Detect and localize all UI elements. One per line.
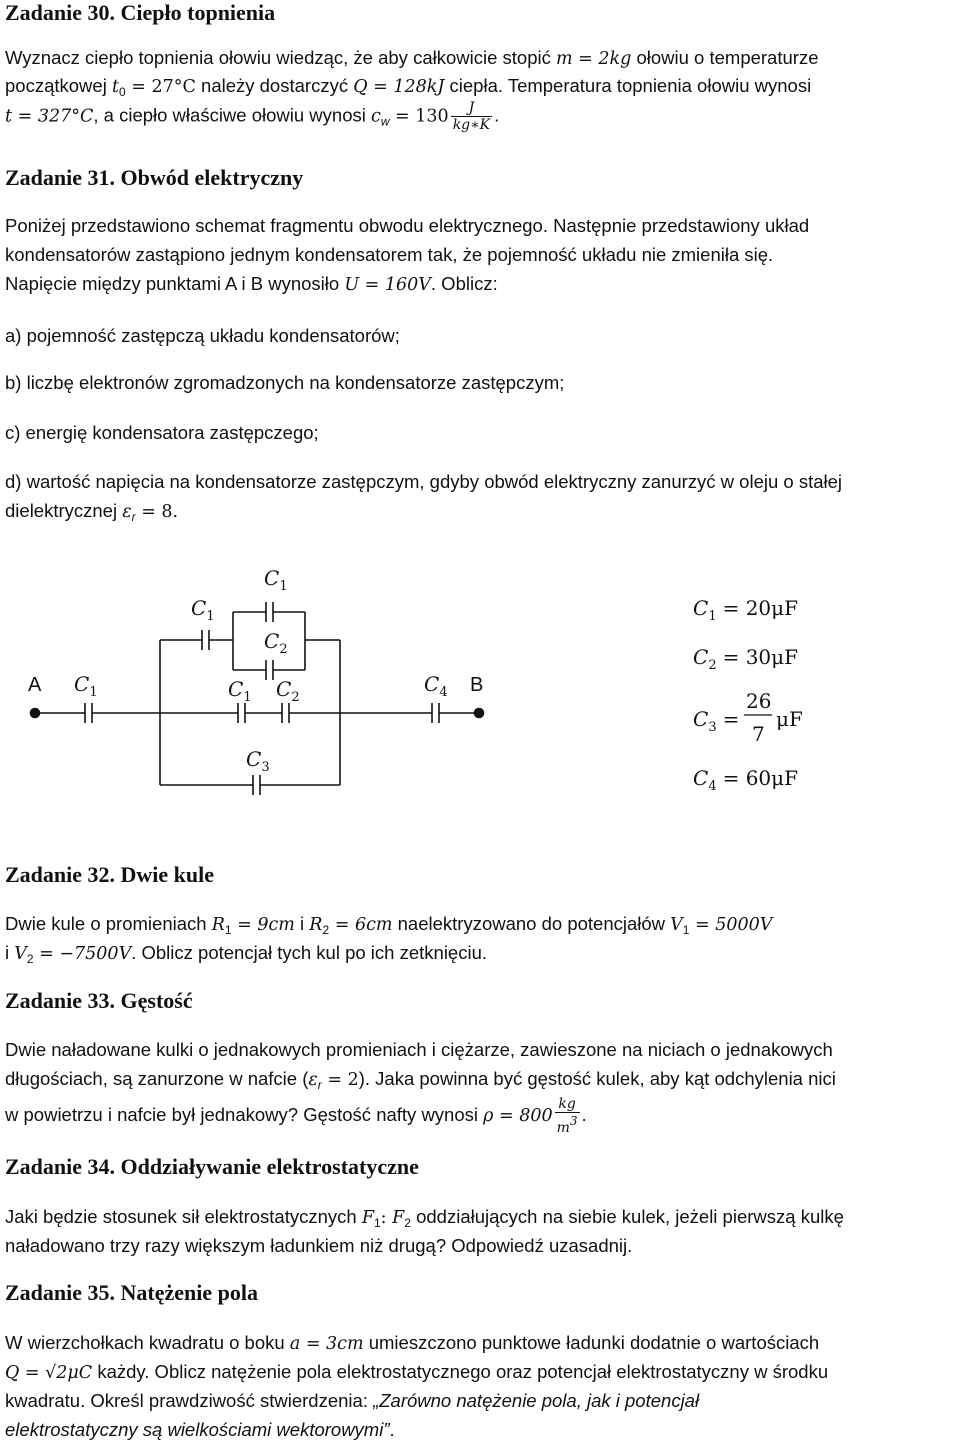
- label-c1-series: $C_1$: [74, 672, 98, 700]
- value-c3: $C_3$ =: [693, 707, 740, 735]
- label-c1-middle: $C_1$: [228, 677, 252, 705]
- task-31-line-3: Napięcie między punktami A i B wynosiło U = 160V. Oblicz:: [5, 273, 498, 295]
- terminal-a-dot: [31, 709, 40, 718]
- task-34-heading: Zadanie 34. Oddziaływanie elektrostatyczne: [5, 1154, 419, 1179]
- task-31-item-c: c) energię kondensatora zastępczego;: [5, 422, 319, 443]
- task-32-line-2: i $V_2 = -7500V$. Oblicz potencjał tych kul po ich zetknięciu.: [5, 942, 488, 966]
- value-c3-denominator: 7: [752, 722, 765, 746]
- task-35-line-4: elektrostatyczny są wielkościami wektorowymi”.: [5, 1419, 395, 1440]
- task-31-item-d-line-1: d) wartość napięcia na kondensatorze zastępczym, gdyby obwód elektryczny zanurzyć w oleju o stałej: [5, 471, 843, 492]
- task-34-line-1: Jaki będzie stosunek sił elektrostatycznych $F_1$: $F_2$ oddziałujących na siebie kulek, jeżeli pierwszą kulkę: [5, 1206, 844, 1230]
- label-c1-top: $C_1$: [191, 596, 215, 624]
- task-31-item-d-line-2: dielektrycznej $\varepsilon_r = 8$.: [5, 500, 179, 524]
- label-c4: $C_4$: [424, 672, 448, 700]
- task-30-heading: Zadanie 30. Ciepło topnienia: [5, 0, 276, 25]
- task-33-line-1: Dwie naładowane kulki o jednakowych promieniach i ciężarze, zawieszone na niciach o jednakowych: [5, 1039, 833, 1060]
- label-c2-middle: $C_2$: [276, 677, 300, 705]
- task-34-line-2: naładowano trzy razy większym ładunkiem niż drugą? Odpowiedź uzasadnij.: [5, 1235, 633, 1256]
- task-31-line-1: Poniżej przedstawiono schemat fragmentu obwodu elektrycznego. Następnie przedstawiony układ: [5, 215, 810, 236]
- label-c3: $C_3$: [246, 747, 270, 775]
- value-c2: $C_2 = 30\mu F$: [693, 645, 799, 673]
- terminal-a-label: A: [28, 674, 42, 696]
- task-31-item-a: a) pojemność zastępczą układu kondensatorów;: [5, 325, 400, 346]
- label-c1-upper: $C_1$: [264, 566, 288, 594]
- task-32-line-1: Dwie kule o promieniach $R_1 = 9cm$ i $R_2 = 6cm$ naelektryzowano do potencjałów $V_1 = 5000V$: [5, 913, 773, 937]
- task-32-heading: Zadanie 32. Dwie kule: [5, 862, 215, 887]
- value-c3-numerator: 26: [746, 689, 772, 713]
- task-33-line-2: długościach, są zanurzone w nafcie $(\varepsilon_r = 2)$. Jaka powinna być gęstość kulek, aby kąt odchylenia nici: [5, 1068, 836, 1092]
- task-31-line-2: kondensatorów zastąpiono jednym kondensatorem tak, że pojemność układu nie zmieniła się.: [5, 244, 774, 265]
- value-c4: $C_4 = 60\mu F$: [693, 766, 799, 794]
- task-30-line-3: t = 327°C, a ciepło właściwe ołowiu wynosi $c_w = 130$ $\frac{J}{kg∗K}$ .: [5, 100, 500, 133]
- specific-heat-unit-fraction: $\frac{J}{kg∗K}$: [452, 100, 491, 133]
- task-30-line-1: Wyznacz ciepło topnienia ołowiu wiedząc, że aby całkowicie stopić m = 2kg ołowiu o temperaturze: [5, 47, 819, 69]
- task-30-line-2: początkowej $t_0 = 27^\circ C$ należy dostarczyć Q = 128kJ ciepła. Temperatura topnienia ołowiu wynosi: [5, 75, 812, 99]
- value-c1: $C_1 = 20\mu F$: [693, 596, 799, 624]
- task-35-line-3: kwadratu. Określ prawdziwość stwierdzenia: „Zarówno natężenie pola, jak i potencjał: [5, 1390, 700, 1411]
- label-c2-upper: $C_2$: [264, 629, 288, 657]
- task-35-line-1: W wierzchołkach kwadratu o boku a = 3cm umieszczono punktowe ładunki dodatnie o wartościach: [5, 1332, 820, 1354]
- task-31-heading: Zadanie 31. Obwód elektryczny: [5, 165, 304, 190]
- task-35-heading: Zadanie 35. Natężenie pola: [5, 1280, 258, 1305]
- terminal-b-label: B: [470, 674, 484, 696]
- capacitor-circuit-diagram: [0, 560, 960, 820]
- density-unit-fraction: $\frac{kg}{m3}$: [556, 1096, 578, 1136]
- task-33-heading: Zadanie 33. Gęstość: [5, 988, 193, 1013]
- task-35-line-2: Q = √2μC każdy. Oblicz natężenie pola elektrostatycznego oraz potencjał elektrostatyczny w środku: [5, 1361, 829, 1383]
- task-31-item-b: b) liczbę elektronów zgromadzonych na kondensatorze zastępczym;: [5, 372, 565, 393]
- task-33-line-3: w powietrzu i nafcie był jednakowy? Gęstość nafty wynosi ρ = 800 $\frac{kg}{m3}$ .: [5, 1096, 587, 1136]
- value-c3-unit: μF: [776, 707, 803, 731]
- terminal-b-dot: [475, 709, 484, 718]
